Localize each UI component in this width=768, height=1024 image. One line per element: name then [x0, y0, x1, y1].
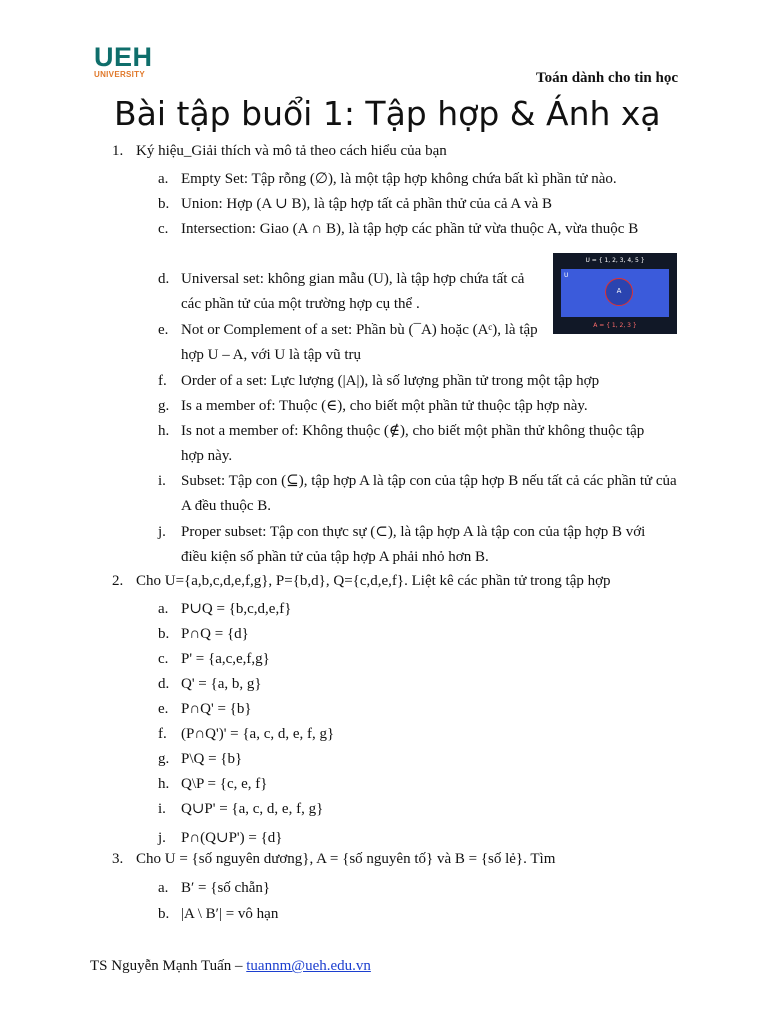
logo-main-text: UEH: [94, 42, 153, 72]
page-title: Bài tập buổi 1: Tập hợp & Ánh xạ: [114, 94, 661, 133]
list-item: [158, 797, 678, 822]
item-letter: e.: [158, 701, 169, 717]
item-text: Intersection: Giao (A ∩ B), là tập hợp các phần tử vừa thuộc A, vừa thuộc B: [181, 221, 639, 237]
list-item: [158, 597, 678, 622]
item-text: P' = {a,c,e,f,g}: [181, 651, 270, 667]
item-letter: j.: [158, 830, 166, 846]
list-item: [158, 722, 678, 747]
diagram-set-a-label: A = { 1, 2, 3 }: [593, 322, 637, 329]
footer-email-link[interactable]: tuannm@ueh.edu.vn: [246, 958, 371, 974]
item-letter: a.: [158, 601, 169, 617]
item-text: Union: Hợp (A ∪ B), là tập hợp tất cả phần thử của cả A và B: [181, 196, 553, 212]
item-letter: d.: [158, 676, 170, 692]
list-item: [158, 419, 668, 469]
question-text: Cho U = {số nguyên dương}, A = {số nguyên tố} và B = {số lẻ}. Tìm: [136, 851, 556, 867]
item-letter: d.: [158, 271, 170, 287]
item-letter: g.: [158, 751, 170, 767]
item-letter: c.: [158, 651, 169, 667]
question-number: 2.: [112, 573, 124, 589]
list-item: [158, 469, 682, 519]
item-text: P∩Q = {d}: [181, 626, 249, 642]
item-text: Subset: Tập con (⊆), tập hợp A là tập con của tập hợp B nếu tất cả các phần tử của A đều thuộc B.: [181, 473, 677, 514]
item-letter: f.: [158, 373, 167, 389]
item-text: P∪Q = {b,c,d,e,f}: [181, 601, 292, 617]
item-letter: g.: [158, 398, 170, 414]
question-number: 1.: [112, 143, 124, 159]
item-letter: c.: [158, 221, 169, 237]
item-text: |A \ B′| = vô hạn: [181, 906, 279, 922]
item-letter: h.: [158, 776, 170, 792]
list-item: [158, 318, 546, 368]
list-item: [158, 672, 678, 697]
item-text: Is a member of: Thuộc (∈), cho biết một phần tử thuộc tập hợp này.: [181, 398, 588, 414]
list-item: [158, 217, 670, 242]
list-item: [158, 520, 668, 570]
page-footer: [90, 958, 371, 975]
list-item: [158, 369, 678, 394]
question-3: [112, 851, 555, 868]
diagram-universal-set-label: U = { 1, 2, 3, 4, 5 }: [585, 257, 645, 264]
item-text: B′ = {số chẵn}: [181, 880, 271, 896]
item-text: P∩(Q∪P') = {d}: [181, 830, 283, 846]
item-text: Universal set: không gian mẫu (U), là tập hợp chứa tất cả các phần tử của một trường hợp cụ thể .: [181, 271, 525, 312]
item-text: Q\P = {c, e, f}: [181, 776, 268, 792]
item-text: P\Q = {b}: [181, 751, 243, 767]
item-text: (P∩Q')' = {a, c, d, e, f, g}: [181, 726, 335, 742]
item-letter: a.: [158, 171, 169, 187]
ueh-logo: [94, 44, 154, 79]
question-text: Cho U={a,b,c,d,e,f,g}, P={b,d}, Q={c,d,e,f}. Liệt kê các phần tử trong tập hợp: [136, 573, 611, 589]
list-item: [158, 747, 678, 772]
list-item: [158, 167, 678, 192]
item-letter: f.: [158, 726, 167, 742]
item-letter: b.: [158, 906, 170, 922]
diagram-universal-box: [561, 269, 669, 317]
item-text: Q∪P' = {a, c, d, e, f, g}: [181, 801, 324, 817]
question-1: [112, 143, 447, 160]
list-item: [158, 697, 678, 722]
item-text: Order of a set: Lực lượng (|A|), là số lượng phần tử trong một tập hợp: [181, 373, 600, 389]
list-item: [158, 876, 678, 901]
item-text: Proper subset: Tập con thực sự (⊂), là tập hợp A là tập con của tập hợp B với điều kiện số phần tử của tập hợp A phải nhỏ hơn B.: [181, 524, 646, 565]
question-text: Ký hiệu_Giải thích và mô tả theo cách hiểu của bạn: [136, 143, 447, 159]
logo-sub-text: UNIVERSITY: [94, 70, 146, 79]
list-item: [158, 902, 678, 927]
item-letter: j.: [158, 524, 166, 540]
universal-set-diagram: [553, 253, 677, 334]
item-letter: i.: [158, 473, 166, 489]
item-letter: e.: [158, 322, 169, 338]
question-2: [112, 573, 611, 590]
item-letter: h.: [158, 423, 170, 439]
item-letter: b.: [158, 196, 170, 212]
item-text: P∩Q' = {b}: [181, 701, 252, 717]
list-item: [158, 826, 678, 851]
item-text: Not or Complement of a set: Phần bù (¯A) hoặc (Aᶜ), là tập hợp U – A, với U là tập vũ trụ: [181, 322, 538, 363]
item-text: Empty Set: Tập rỗng (∅), là một tập hợp không chứa bất kì phần tử nào.: [181, 171, 617, 187]
list-item: [158, 267, 546, 317]
list-item: [158, 622, 678, 647]
question-number: 3.: [112, 851, 124, 867]
list-item: [158, 394, 678, 419]
item-letter: i.: [158, 801, 166, 817]
diagram-u-label: U: [564, 272, 569, 279]
footer-author: TS Nguyễn Mạnh Tuấn –: [90, 958, 247, 974]
item-letter: b.: [158, 626, 170, 642]
list-item: [158, 772, 678, 797]
item-text: Q' = {a, b, g}: [181, 676, 262, 692]
course-name: Toán dành cho tin học: [535, 70, 678, 86]
list-item: [158, 647, 678, 672]
list-item: [158, 192, 678, 217]
item-letter: a.: [158, 880, 169, 896]
diagram-set-a-circle: A: [605, 278, 633, 306]
item-text: Is not a member of: Không thuộc (∉), cho biết một phần thử không thuộc tập hợp này.: [181, 423, 645, 464]
